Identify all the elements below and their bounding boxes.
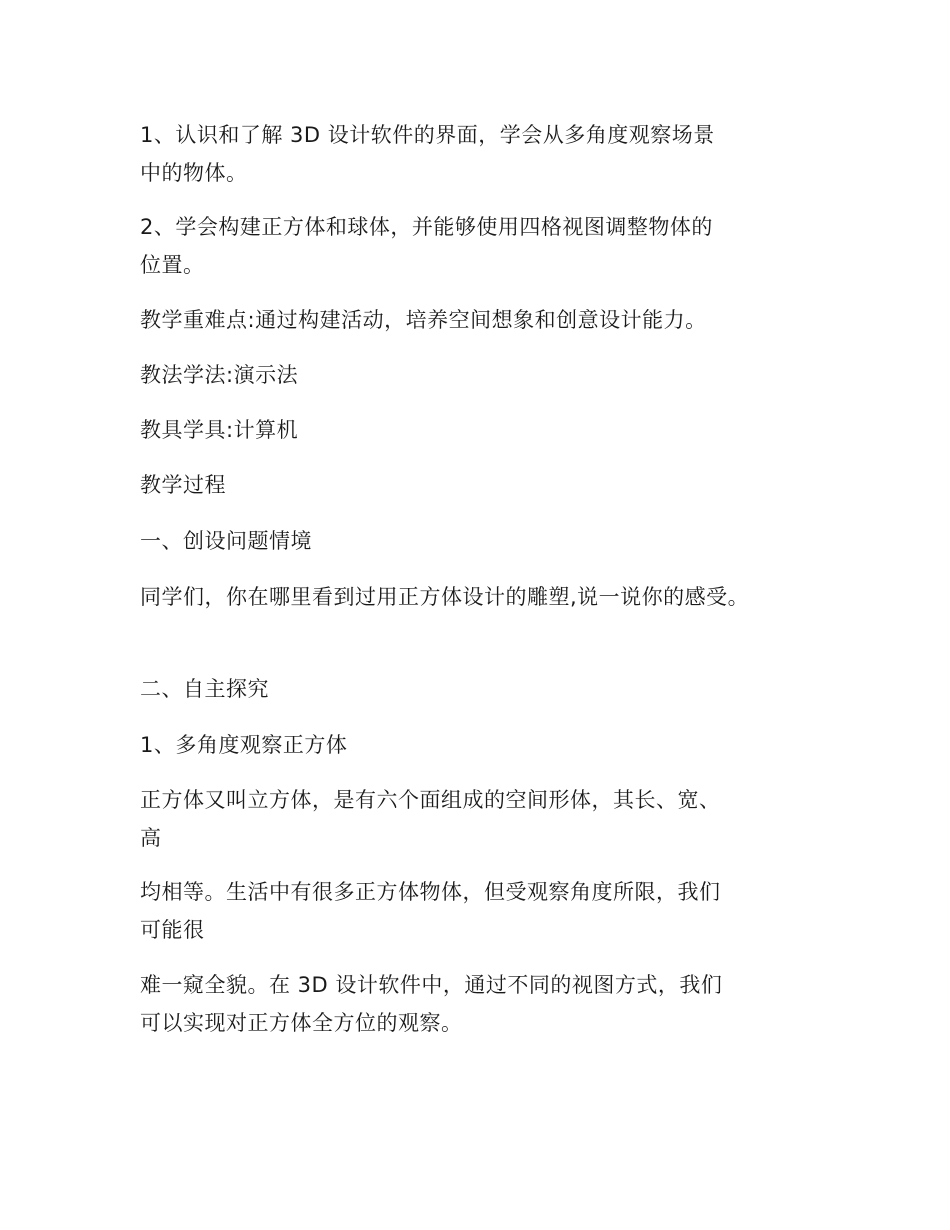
section-heading-process (140, 466, 830, 504)
text-line: 可能很 (140, 918, 205, 942)
text-line: 可以实现对正方体全方位的观察。 (140, 1011, 463, 1035)
subheading-1 (140, 726, 830, 764)
text-line: 教学重难点:通过构建活动，培养空间想象和创意设计能力。 (140, 308, 707, 332)
text-line: 1、多角度观察正方体 (140, 733, 348, 757)
text-line: 一、创设问题情境 (140, 529, 312, 553)
key-difficulty (140, 301, 830, 339)
text-line: 均相等。生活中有很多正方体物体，但受观察角度所限，我们 (140, 880, 721, 904)
teaching-method (140, 356, 830, 394)
section-heading-2 (140, 670, 830, 708)
teaching-tools (140, 411, 830, 449)
objective-1 (140, 116, 830, 192)
text-line: 1、认识和了解 3D 设计软件的界面，学会从多角度观察场景 (140, 123, 715, 147)
text-line: 中的物体。 (140, 161, 248, 185)
text-line: 教具学具:计算机 (140, 418, 299, 442)
objective-2 (140, 208, 830, 284)
text-line: 二、自主探究 (140, 677, 269, 701)
text-line: 高 (140, 826, 162, 850)
body-paragraph-3 (140, 966, 830, 1042)
text-line: 同学们，你在哪里看到过用正方体设计的雕塑,说一说你的感受。 (140, 585, 750, 609)
text-line: 正方体又叫立方体，是有六个面组成的空间形体，其长、宽、 (140, 788, 721, 812)
body-paragraph-1 (140, 781, 830, 857)
text-line: 2、学会构建正方体和球体，并能够使用四格视图调整物体的 (140, 215, 713, 239)
text-line: 难一窥全貌。在 3D 设计软件中，通过不同的视图方式，我们 (140, 973, 723, 997)
body-paragraph-2 (140, 873, 830, 949)
text-line: 教法学法:演示法 (140, 363, 299, 387)
text-line: 教学过程 (140, 473, 226, 497)
section-heading-1 (140, 522, 830, 560)
text-line: 位置。 (140, 253, 205, 277)
question-paragraph (140, 578, 830, 616)
